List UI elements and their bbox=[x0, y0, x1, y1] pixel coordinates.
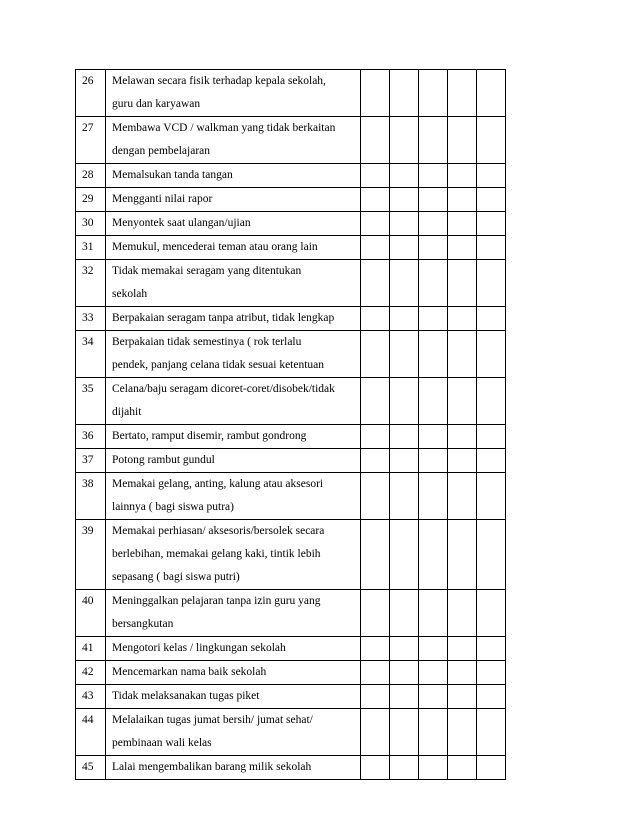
violation-description-cell bbox=[106, 378, 361, 425]
violations-table-body bbox=[76, 70, 506, 780]
check-cell[interactable] bbox=[419, 637, 448, 661]
check-cell[interactable] bbox=[477, 637, 506, 661]
violation-description-line: Memalsukan tanda tangan bbox=[112, 169, 233, 181]
violation-description-line: Berpakaian seragam tanpa atribut, tidak lengkap bbox=[112, 312, 335, 324]
violation-description-cell bbox=[106, 590, 361, 637]
violation-description-line: Mengganti nilai rapor bbox=[112, 193, 213, 205]
check-cell[interactable] bbox=[390, 331, 419, 378]
row-number: 35 bbox=[82, 383, 94, 395]
row-number: 41 bbox=[82, 642, 94, 654]
check-cell[interactable] bbox=[419, 188, 448, 212]
violation-description-line: Mengotori kelas / lingkungan sekolah bbox=[112, 642, 286, 654]
violation-description-line: Berpakaian tidak semestinya ( rok terlalu bbox=[112, 336, 302, 348]
table-row bbox=[76, 449, 506, 473]
row-number-cell bbox=[76, 164, 106, 188]
check-cell[interactable] bbox=[477, 117, 506, 164]
check-cell[interactable] bbox=[419, 520, 448, 590]
check-cell[interactable] bbox=[477, 520, 506, 590]
check-cell[interactable] bbox=[361, 685, 390, 709]
check-cell[interactable] bbox=[419, 260, 448, 307]
row-number: 27 bbox=[82, 122, 94, 134]
check-cell[interactable] bbox=[419, 164, 448, 188]
check-cell[interactable] bbox=[448, 637, 477, 661]
violation-description-cell bbox=[106, 520, 361, 590]
violation-description-cell bbox=[106, 212, 361, 236]
table-row bbox=[76, 425, 506, 449]
violation-description-line: Melalaikan tugas jumat bersih/ jumat sehat/ bbox=[112, 714, 313, 726]
check-cell[interactable] bbox=[390, 685, 419, 709]
violation-description-cell bbox=[106, 473, 361, 520]
check-cell[interactable] bbox=[390, 307, 419, 331]
row-number: 28 bbox=[82, 169, 94, 181]
row-number: 40 bbox=[82, 595, 94, 607]
check-cell[interactable] bbox=[477, 236, 506, 260]
check-cell[interactable] bbox=[448, 449, 477, 473]
check-cell[interactable] bbox=[477, 260, 506, 307]
check-cell[interactable] bbox=[390, 520, 419, 590]
row-number: 37 bbox=[82, 454, 94, 466]
table-row bbox=[76, 236, 506, 260]
table-row bbox=[76, 307, 506, 331]
check-cell[interactable] bbox=[361, 378, 390, 425]
row-number: 34 bbox=[82, 336, 94, 348]
check-cell[interactable] bbox=[448, 212, 477, 236]
violation-description-line: guru dan karyawan bbox=[112, 98, 201, 110]
violation-description-cell bbox=[106, 637, 361, 661]
check-cell[interactable] bbox=[477, 709, 506, 756]
check-cell[interactable] bbox=[448, 260, 477, 307]
check-cell[interactable] bbox=[361, 117, 390, 164]
check-cell[interactable] bbox=[390, 212, 419, 236]
violation-description-line: lainnya ( bagi siswa putra) bbox=[112, 501, 234, 513]
row-number-cell bbox=[76, 473, 106, 520]
table-row bbox=[76, 331, 506, 378]
row-number: 43 bbox=[82, 690, 94, 702]
check-cell[interactable] bbox=[390, 449, 419, 473]
row-number: 33 bbox=[82, 312, 94, 324]
violation-description-cell bbox=[106, 331, 361, 378]
check-cell[interactable] bbox=[419, 661, 448, 685]
table-row bbox=[76, 661, 506, 685]
row-number-cell bbox=[76, 212, 106, 236]
row-number-cell bbox=[76, 260, 106, 307]
violation-description-cell bbox=[106, 449, 361, 473]
table-row bbox=[76, 164, 506, 188]
check-cell[interactable] bbox=[448, 709, 477, 756]
violation-description-line: pendek, panjang celana tidak sesuai ketentuan bbox=[112, 359, 325, 371]
table-row bbox=[76, 685, 506, 709]
check-cell[interactable] bbox=[448, 685, 477, 709]
table-row bbox=[76, 756, 506, 780]
row-number: 42 bbox=[82, 666, 94, 678]
violation-description-line: berlebihan, memakai gelang kaki, tintik lebih bbox=[112, 548, 321, 560]
check-cell[interactable] bbox=[448, 117, 477, 164]
check-cell[interactable] bbox=[390, 756, 419, 780]
row-number-cell bbox=[76, 378, 106, 425]
table-row bbox=[76, 520, 506, 590]
violation-description-line: Bertato, ramput disemir, rambut gondrong bbox=[112, 430, 307, 442]
check-cell[interactable] bbox=[448, 590, 477, 637]
check-cell[interactable] bbox=[390, 236, 419, 260]
row-number-cell bbox=[76, 307, 106, 331]
violation-description-cell bbox=[106, 685, 361, 709]
check-cell[interactable] bbox=[361, 212, 390, 236]
violation-description-line: Menyontek saat ulangan/ujian bbox=[112, 217, 251, 229]
violation-description-cell bbox=[106, 709, 361, 756]
check-cell[interactable] bbox=[448, 236, 477, 260]
violation-description-cell bbox=[106, 70, 361, 117]
check-cell[interactable] bbox=[361, 709, 390, 756]
check-cell[interactable] bbox=[390, 188, 419, 212]
check-cell[interactable] bbox=[361, 425, 390, 449]
violation-description-line: Lalai mengembalikan barang milik sekolah bbox=[112, 761, 312, 773]
table-row bbox=[76, 212, 506, 236]
row-number-cell bbox=[76, 520, 106, 590]
row-number: 45 bbox=[82, 761, 94, 773]
violation-description-cell bbox=[106, 260, 361, 307]
check-cell[interactable] bbox=[419, 756, 448, 780]
check-cell[interactable] bbox=[419, 425, 448, 449]
row-number: 30 bbox=[82, 217, 94, 229]
check-cell[interactable] bbox=[361, 70, 390, 117]
violation-description-line: Melawan secara fisik terhadap kepala sekolah, bbox=[112, 75, 326, 87]
row-number-cell bbox=[76, 331, 106, 378]
check-cell[interactable] bbox=[361, 661, 390, 685]
row-number: 31 bbox=[82, 241, 94, 253]
violation-description-line: Memukul, mencederai teman atau orang lain bbox=[112, 241, 318, 253]
check-cell[interactable] bbox=[419, 331, 448, 378]
table-row bbox=[76, 117, 506, 164]
check-cell[interactable] bbox=[477, 661, 506, 685]
row-number-cell bbox=[76, 188, 106, 212]
row-number-cell bbox=[76, 590, 106, 637]
check-cell[interactable] bbox=[477, 685, 506, 709]
check-cell[interactable] bbox=[361, 188, 390, 212]
table-row bbox=[76, 378, 506, 425]
check-cell[interactable] bbox=[361, 307, 390, 331]
check-cell[interactable] bbox=[361, 331, 390, 378]
violation-description-line: dijahit bbox=[112, 406, 142, 418]
check-cell[interactable] bbox=[419, 307, 448, 331]
check-cell[interactable] bbox=[448, 378, 477, 425]
check-cell[interactable] bbox=[419, 70, 448, 117]
violation-description-line: Memakai perhiasan/ aksesoris/bersolek secara bbox=[112, 525, 325, 537]
check-cell[interactable] bbox=[390, 637, 419, 661]
table-row bbox=[76, 637, 506, 661]
check-cell[interactable] bbox=[419, 117, 448, 164]
row-number-cell bbox=[76, 117, 106, 164]
check-cell[interactable] bbox=[419, 590, 448, 637]
row-number: 44 bbox=[82, 714, 94, 726]
check-cell[interactable] bbox=[390, 260, 419, 307]
violation-description-line: Tidak memakai seragam yang ditentukan bbox=[112, 265, 302, 277]
check-cell[interactable] bbox=[477, 188, 506, 212]
check-cell[interactable] bbox=[390, 378, 419, 425]
check-cell[interactable] bbox=[477, 331, 506, 378]
row-number-cell bbox=[76, 236, 106, 260]
check-cell[interactable] bbox=[419, 212, 448, 236]
violation-description-cell bbox=[106, 307, 361, 331]
violation-description-line: Meninggalkan pelajaran tanpa izin guru yang bbox=[112, 595, 321, 607]
table-row bbox=[76, 709, 506, 756]
row-number: 38 bbox=[82, 478, 94, 490]
row-number-cell bbox=[76, 661, 106, 685]
check-cell[interactable] bbox=[361, 164, 390, 188]
check-cell[interactable] bbox=[477, 70, 506, 117]
check-cell[interactable] bbox=[448, 756, 477, 780]
check-cell[interactable] bbox=[448, 307, 477, 331]
table-row bbox=[76, 260, 506, 307]
violation-description-line: Celana/baju seragam dicoret-coret/disobek/tidak bbox=[112, 383, 335, 395]
table-row bbox=[76, 473, 506, 520]
table-row bbox=[76, 70, 506, 117]
check-cell[interactable] bbox=[419, 473, 448, 520]
violation-description-line: bersangkutan bbox=[112, 618, 174, 630]
check-cell[interactable] bbox=[448, 473, 477, 520]
check-cell[interactable] bbox=[477, 473, 506, 520]
check-cell[interactable] bbox=[419, 236, 448, 260]
row-number-cell bbox=[76, 756, 106, 780]
violation-description-cell bbox=[106, 425, 361, 449]
row-number: 39 bbox=[82, 525, 94, 537]
violation-description-line: pembinaan wali kelas bbox=[112, 737, 212, 749]
check-cell[interactable] bbox=[361, 590, 390, 637]
row-number-cell bbox=[76, 70, 106, 117]
check-cell[interactable] bbox=[448, 164, 477, 188]
row-number: 36 bbox=[82, 430, 94, 442]
row-number-cell bbox=[76, 709, 106, 756]
violation-description-line: Memakai gelang, anting, kalung atau aksesori bbox=[112, 478, 324, 490]
check-cell[interactable] bbox=[419, 378, 448, 425]
check-cell[interactable] bbox=[390, 70, 419, 117]
check-cell[interactable] bbox=[419, 449, 448, 473]
check-cell[interactable] bbox=[477, 756, 506, 780]
check-cell[interactable] bbox=[477, 449, 506, 473]
violation-description-line: sekolah bbox=[112, 288, 148, 300]
check-cell[interactable] bbox=[448, 520, 477, 590]
table-row bbox=[76, 590, 506, 637]
violation-description-cell bbox=[106, 756, 361, 780]
check-cell[interactable] bbox=[390, 661, 419, 685]
check-cell[interactable] bbox=[477, 425, 506, 449]
violation-description-cell bbox=[106, 117, 361, 164]
check-cell[interactable] bbox=[477, 378, 506, 425]
row-number: 26 bbox=[82, 75, 94, 87]
check-cell[interactable] bbox=[361, 236, 390, 260]
violation-description-cell bbox=[106, 188, 361, 212]
check-cell[interactable] bbox=[419, 709, 448, 756]
row-number-cell bbox=[76, 425, 106, 449]
violation-description-line: Potong rambut gundul bbox=[112, 454, 215, 466]
table-row bbox=[76, 188, 506, 212]
check-cell[interactable] bbox=[390, 164, 419, 188]
check-cell[interactable] bbox=[390, 590, 419, 637]
check-cell[interactable] bbox=[361, 756, 390, 780]
check-cell[interactable] bbox=[448, 425, 477, 449]
check-cell[interactable] bbox=[390, 425, 419, 449]
violation-description-line: dengan pembelajaran bbox=[112, 145, 211, 157]
check-cell[interactable] bbox=[390, 473, 419, 520]
violation-description-cell bbox=[106, 164, 361, 188]
check-cell[interactable] bbox=[477, 590, 506, 637]
check-cell[interactable] bbox=[361, 520, 390, 590]
row-number-cell bbox=[76, 685, 106, 709]
check-cell[interactable] bbox=[448, 70, 477, 117]
check-cell[interactable] bbox=[361, 473, 390, 520]
check-cell[interactable] bbox=[390, 709, 419, 756]
check-cell[interactable] bbox=[448, 661, 477, 685]
row-number-cell bbox=[76, 449, 106, 473]
check-cell[interactable] bbox=[448, 331, 477, 378]
violations-table bbox=[75, 69, 506, 780]
check-cell[interactable] bbox=[361, 260, 390, 307]
check-cell[interactable] bbox=[361, 449, 390, 473]
violation-description-line: Mencemarkan nama baik sekolah bbox=[112, 666, 267, 678]
violation-description-cell bbox=[106, 236, 361, 260]
violation-description-cell bbox=[106, 661, 361, 685]
row-number-cell bbox=[76, 637, 106, 661]
violation-description-line: Membawa VCD / walkman yang tidak berkaitan bbox=[112, 122, 336, 134]
row-number: 29 bbox=[82, 193, 94, 205]
check-cell[interactable] bbox=[477, 307, 506, 331]
violation-description-line: Tidak melaksanakan tugas piket bbox=[112, 690, 260, 702]
check-cell[interactable] bbox=[477, 212, 506, 236]
check-cell[interactable] bbox=[419, 685, 448, 709]
violation-description-line: sepasang ( bagi siswa putri) bbox=[112, 571, 240, 583]
row-number: 32 bbox=[82, 265, 94, 277]
check-cell[interactable] bbox=[390, 117, 419, 164]
check-cell[interactable] bbox=[448, 188, 477, 212]
check-cell[interactable] bbox=[361, 637, 390, 661]
check-cell[interactable] bbox=[477, 164, 506, 188]
